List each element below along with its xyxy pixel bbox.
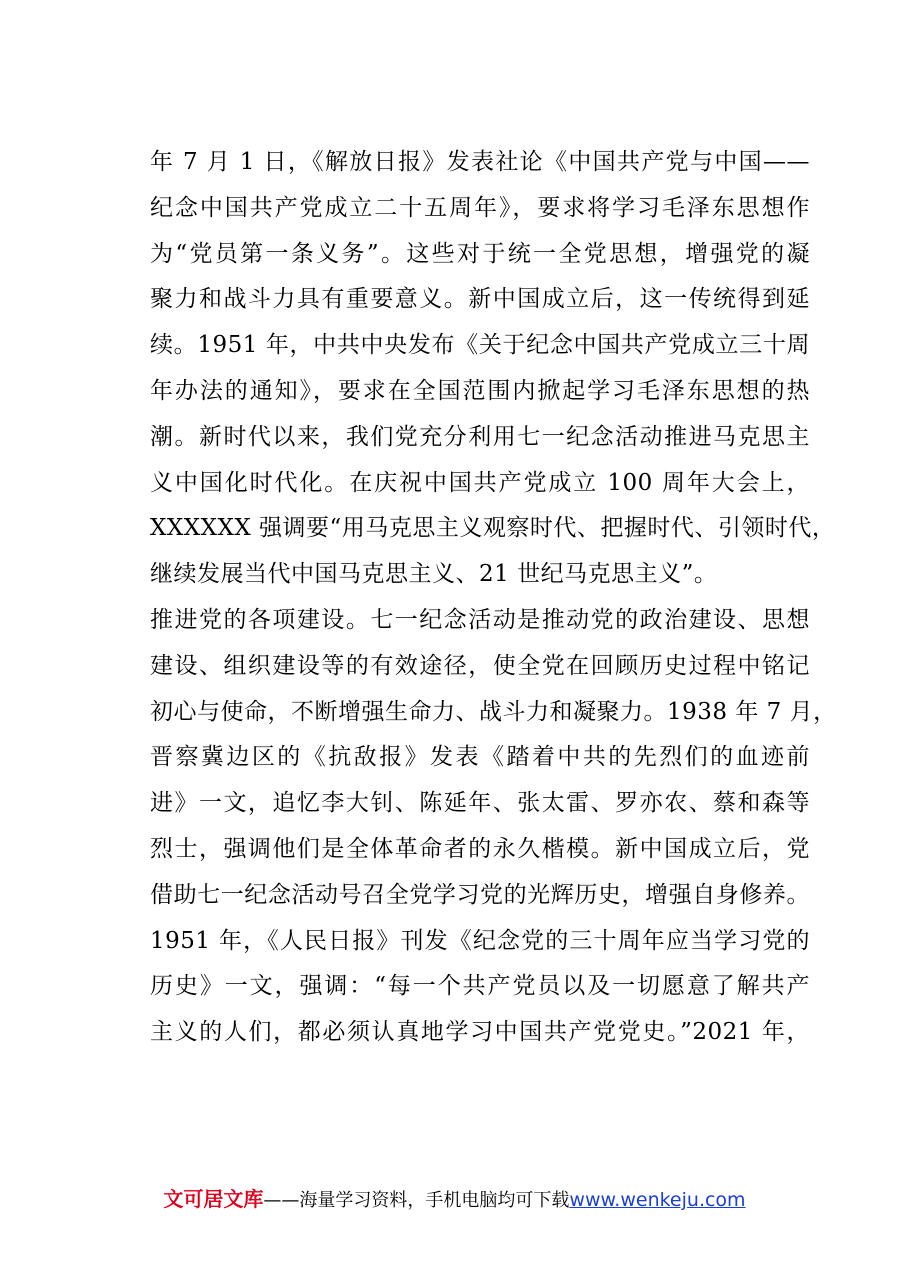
text-line: 义中国化时代化。在庆祝中国共产党成立 100 周年大会上，	[150, 469, 810, 496]
text-line: 潮。新时代以来，我们党充分利用七一纪念活动推进马克思主	[150, 423, 810, 450]
footer-brand: 文可居文库	[163, 1187, 264, 1211]
footer-slogan: ——海量学习资料，手机电脑均可下载	[263, 1190, 570, 1211]
text-line: 借助七一纪念活动号召全党学习党的光辉历史，增强自身修养。	[150, 881, 810, 908]
body-text	[150, 140, 837, 1056]
text-line: 为“党员第一条义务”。这些对于统一全党思想，增强党的凝	[150, 240, 810, 267]
text-line: 继续发展当代中国马克思主义、21 世纪马克思主义”。	[150, 561, 718, 588]
text-line: 主义的人们，都必须认真地学习中国共产党党史。”2021 年，	[150, 1019, 810, 1046]
text-line: 年 7 月 1 日，《解放日报》发表社论《中国共产党与中国——	[150, 149, 810, 175]
text-line: 烈士，强调他们是全体革命者的永久楷模。新中国成立后，党	[150, 835, 810, 862]
text-line: 晋察冀边区的《抗敌报》发表《踏着中共的先烈们的血迹前	[150, 744, 810, 771]
text-line: XXXXXX 强调要“用马克思主义观察时代、把握时代、引领时代，	[150, 515, 836, 542]
text-line: 聚力和战斗力具有重要意义。新中国成立后，这一传统得到延	[150, 286, 810, 313]
text-line: 初心与使命，不断增强生命力、战斗力和凝聚力。1938 年 7 月，	[150, 698, 837, 725]
text-line: 纪念中国共产党成立二十五周年》，要求将学习毛泽东思想作	[150, 194, 810, 221]
text-line: 建设、组织建设等的有效途径，使全党在回顾历史过程中铭记	[150, 652, 810, 679]
text-line: 进》一文，追忆李大钊、陈延年、张太雷、罗亦农、蔡和森等	[150, 790, 810, 817]
text-line: 历史》一文，强调：“每一个共产党员以及一切愿意了解共产	[150, 973, 810, 1000]
text-line: 年办法的通知》，要求在全国范围内掀起学习毛泽东思想的热	[150, 377, 810, 404]
footer-link[interactable]: www.wenkeju.com	[569, 1189, 746, 1211]
text-line: 1951 年，《人民日报》刊发《纪念党的三十周年应当学习党的	[150, 927, 810, 954]
text-line: 续。1951 年，中共中央发布《关于纪念中国共产党成立三十周	[150, 332, 810, 359]
footer-banner	[0, 1183, 909, 1212]
text-line: 推进党的各项建设。七一纪念活动是推动党的政治建设、思想	[150, 606, 810, 633]
